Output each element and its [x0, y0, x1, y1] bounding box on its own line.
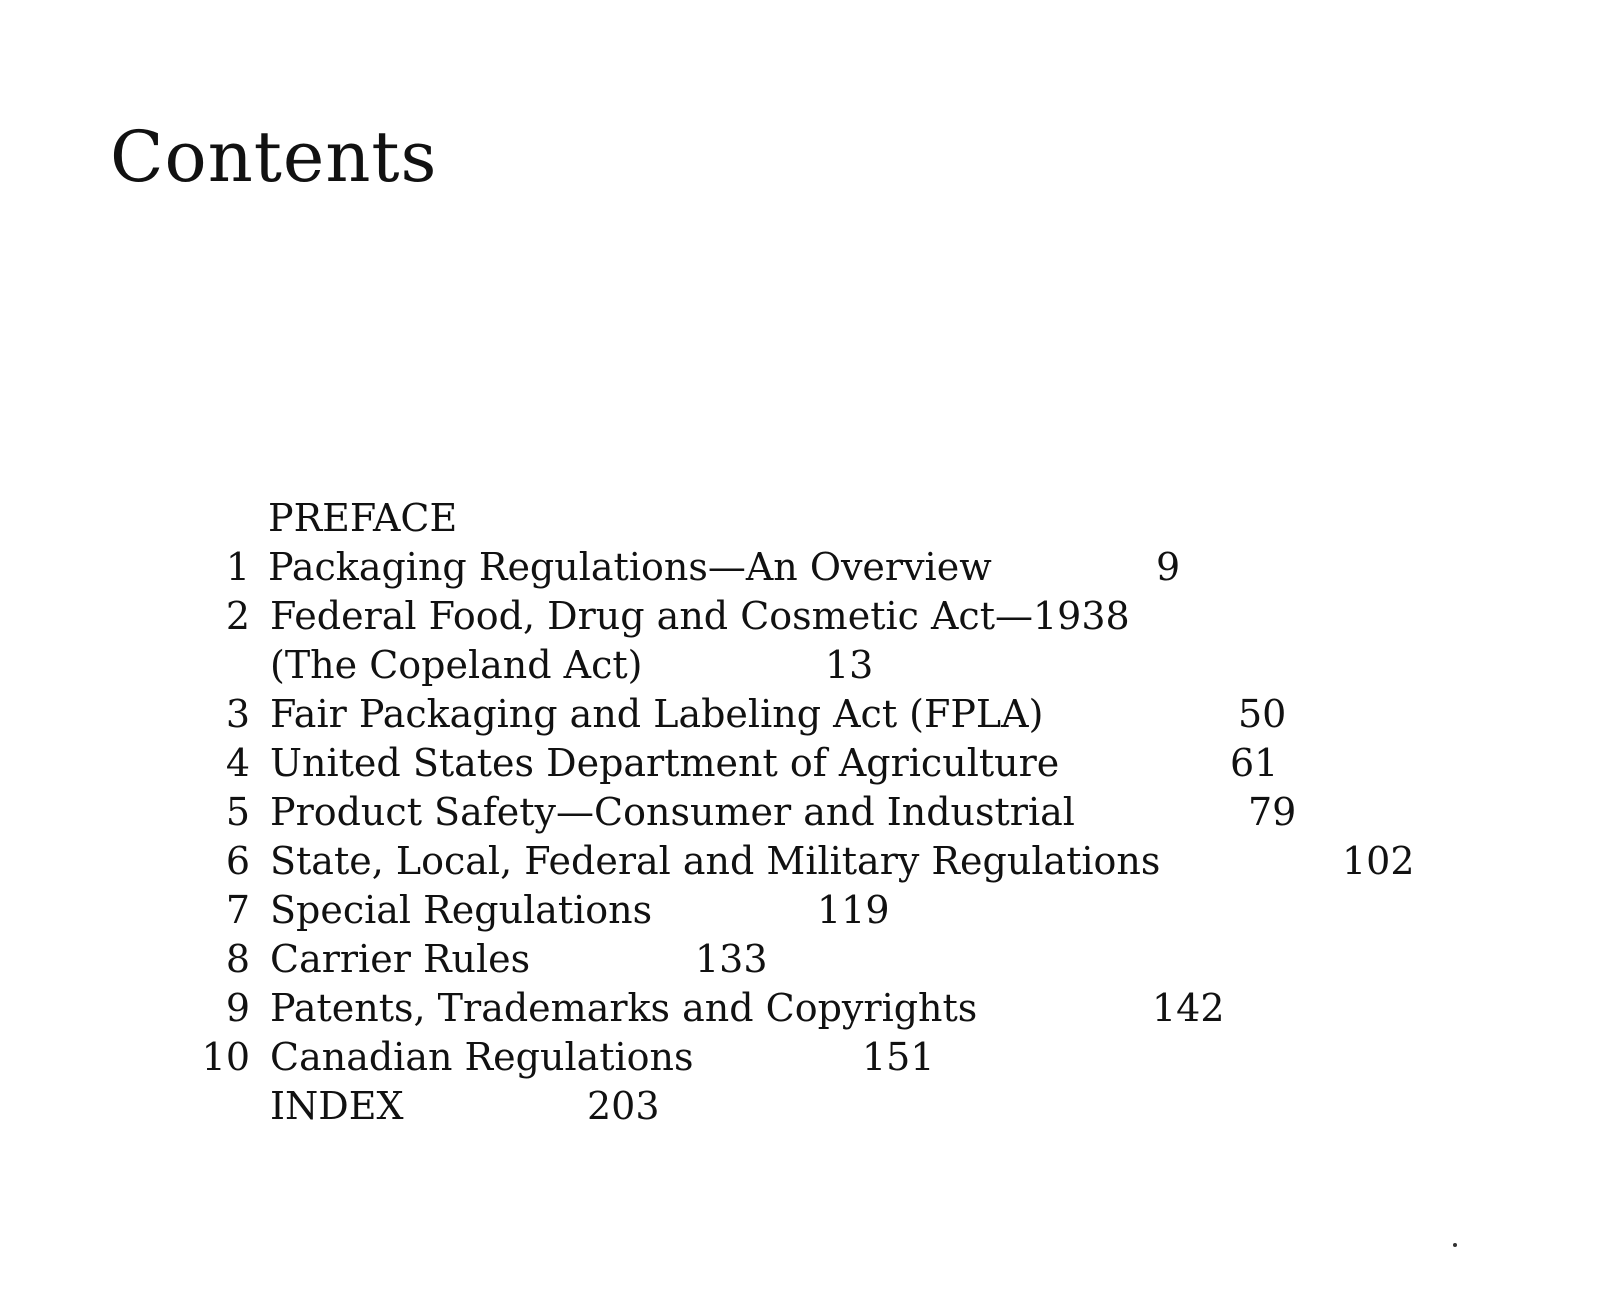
- toc-entry-page: 13: [825, 643, 874, 687]
- toc-entry-label: Federal Food, Drug and Cosmetic Act—1938: [270, 594, 1130, 638]
- page-title: Contents: [110, 116, 438, 198]
- toc-entry-label: Patents, Trademarks and Copyrights: [270, 986, 978, 1030]
- toc-entry-page: 79: [1248, 790, 1297, 834]
- toc-entry-label: Packaging Regulations—An Overview: [268, 545, 992, 589]
- toc-entry-label: United States Department of Agriculture: [270, 741, 1060, 785]
- toc-entry-page: 203: [587, 1084, 660, 1128]
- toc-entry-label: State, Local, Federal and Military Regulations: [270, 839, 1161, 883]
- toc-entry-number: 8: [225, 937, 250, 981]
- toc-entry-number: 1: [225, 545, 250, 589]
- toc-entry-number: 6: [225, 839, 250, 883]
- toc-entry-label: INDEX: [270, 1084, 404, 1128]
- toc-entry-label: Canadian Regulations: [270, 1035, 694, 1079]
- toc-entry-label: Product Safety—Consumer and Industrial: [270, 790, 1075, 834]
- toc-entry-number: 4: [225, 741, 250, 785]
- toc-entry-number: 9: [225, 986, 250, 1030]
- toc-entry-number: 10: [201, 1035, 250, 1079]
- toc-entry-label: Special Regulations: [270, 888, 653, 932]
- toc-entry-page: 102: [1342, 839, 1415, 883]
- toc-entry-page: 50: [1238, 692, 1287, 736]
- toc-entry-label: PREFACE: [268, 496, 458, 540]
- toc-entry-page: 151: [862, 1035, 935, 1079]
- toc-entry-page: 61: [1230, 741, 1279, 785]
- toc-entry-label: Carrier Rules: [270, 937, 531, 981]
- toc-entry-page: 142: [1152, 986, 1225, 1030]
- toc-entry-label: (The Copeland Act): [270, 643, 643, 687]
- toc-entry-number: 5: [225, 790, 250, 834]
- toc-entry-label: Fair Packaging and Labeling Act (FPLA): [270, 692, 1044, 736]
- toc-entry-page: 133: [695, 937, 768, 981]
- scan-speck: [1453, 1243, 1457, 1247]
- toc-entry-number: 2: [225, 594, 250, 638]
- toc-entry-page: 9: [1156, 545, 1181, 589]
- toc-entry-number: 7: [225, 888, 250, 932]
- toc-entry-page: 119: [817, 888, 890, 932]
- toc-entry-number: 3: [225, 692, 250, 736]
